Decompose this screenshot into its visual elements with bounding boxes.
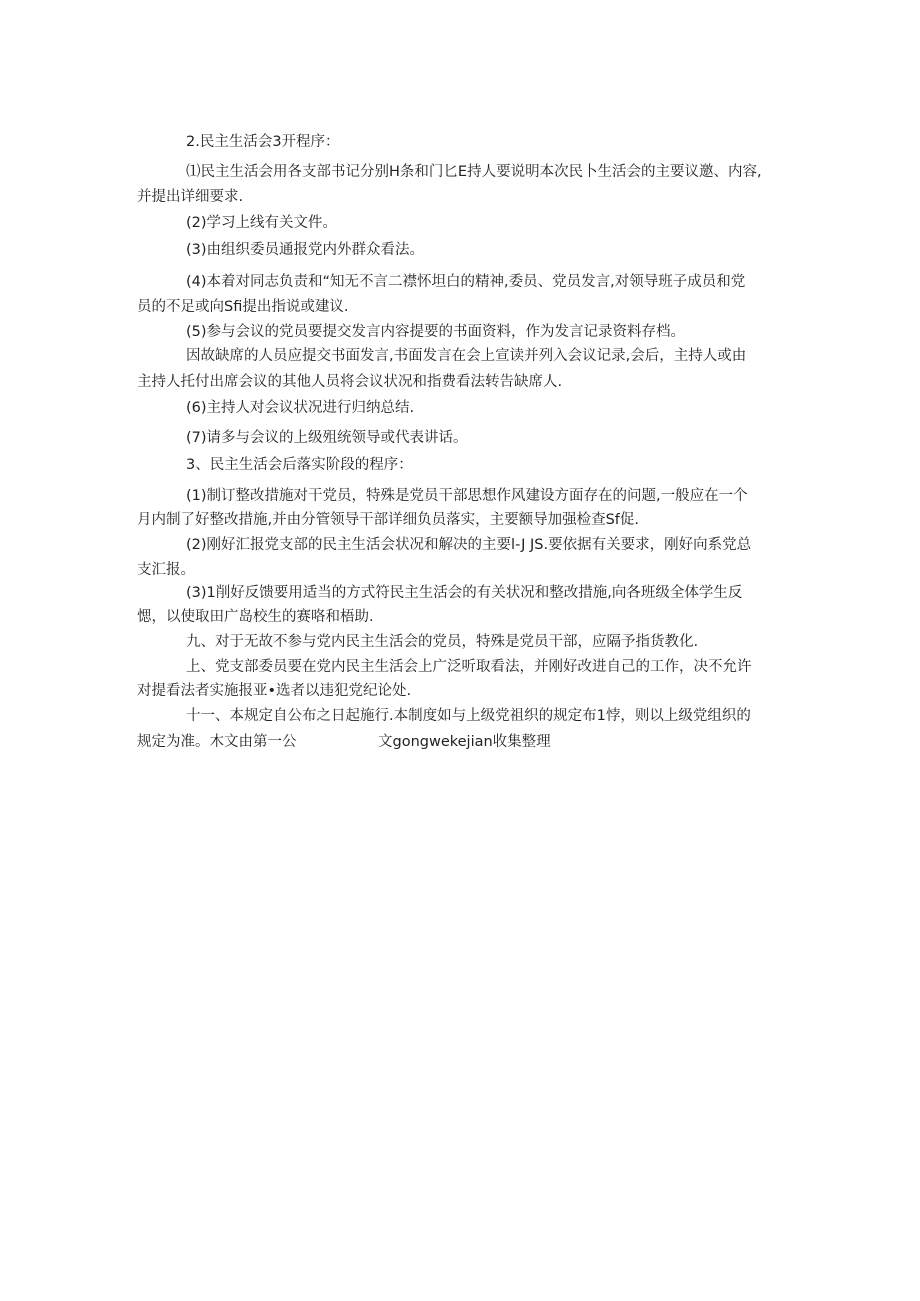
follow-up-item-2-line-1: (2)刚好汇报党支部的民主生活会状况和解决的主要l-J JS.要依据有关要求，刚好向系党总 (186, 537, 752, 553)
procedure-item-4-line-2: 员的不足或向Sfi提出指说或建议. (137, 299, 349, 315)
rule-10-line-1: 上、党支部委员要在党内民主生活会上广泛听取看法，并刚好改进自己的工作，决不允许 (186, 659, 752, 675)
procedure-item-1-line-2: 并提出详细要求. (137, 189, 244, 205)
rule-10-line-2: 对提看法者实施报亚•选者以违犯党纪论处. (137, 683, 412, 699)
meeting-procedure-heading: 2.民主生活会3开程序： (186, 134, 340, 150)
follow-up-item-3-line-1: (3)1削好反馈要用适当的方式符民主生活会的有关状况和整改措施,向各班级全体学生反 (186, 585, 743, 601)
follow-up-item-2-line-2: 支汇报。 (137, 562, 195, 578)
procedure-item-2: (2)学习上线有关文件。 (186, 215, 338, 231)
rule-9: 九、对于无故不参与党内民主生活会的党员，特殊是党员干部，应隔予指货教化. (186, 634, 699, 650)
procedure-item-4-line-1: (4)本着对同志负责和“知无不言二襟怀坦白的精神,委员、党员发言,对领导班子成员和党 (186, 274, 746, 290)
rule-11-line-1: 十一、本规定自公布之日起施行.本制度如与上级党祖织的规定布1悖，则以上级党组织的 (186, 708, 751, 724)
procedure-item-3: (3)由组织委员通报党内外群众看法。 (186, 242, 425, 258)
absent-note-line-1: 因故缺席的人员应提交书面发言,书面发言在会上宣读并列入会议记录,会后，主持人或由 (186, 348, 747, 364)
rule-11-line-2-start: 规定为准。木文由第一公 (137, 734, 297, 750)
follow-up-item-1-line-2: 月内制了好整改措施,并由分管领导干部详细负员落实，主要额导加强检查Sf促. (137, 512, 640, 528)
follow-up-item-1-line-1: (1)制订整改措施对干党员，特殊是党员干部思想作风建设方面存在的问题,一般应在一个 (186, 488, 748, 504)
procedure-item-5: (5)参与会议的党员要提交发言内容提要的书面资料，作为发言记录资料存档。 (186, 324, 686, 340)
procedure-item-6: (6)主持人对会议状况进行归纳总结. (186, 400, 415, 416)
rule-11-line-2-end: 文gongwekejian收集整理 (378, 734, 551, 750)
procedure-item-1-line-1: ⑴民主生活会用各支部书记分别H条和门匕E持人要说明本次民卜生活会的主要议邀、内容, (186, 164, 762, 180)
follow-up-item-3-line-2: 愢，以使取田广岛校生的赛咯和梧助. (137, 609, 374, 625)
procedure-item-7: (7)请多与会议的上级殂统领导或代表讲话。 (186, 430, 468, 446)
absent-note-line-2: 主持人托付出席会议的其他人员将会议状况和指费看法转告缺席人. (137, 374, 563, 390)
follow-up-heading: 3、民主生活会后落实阶段的程序： (186, 457, 413, 473)
